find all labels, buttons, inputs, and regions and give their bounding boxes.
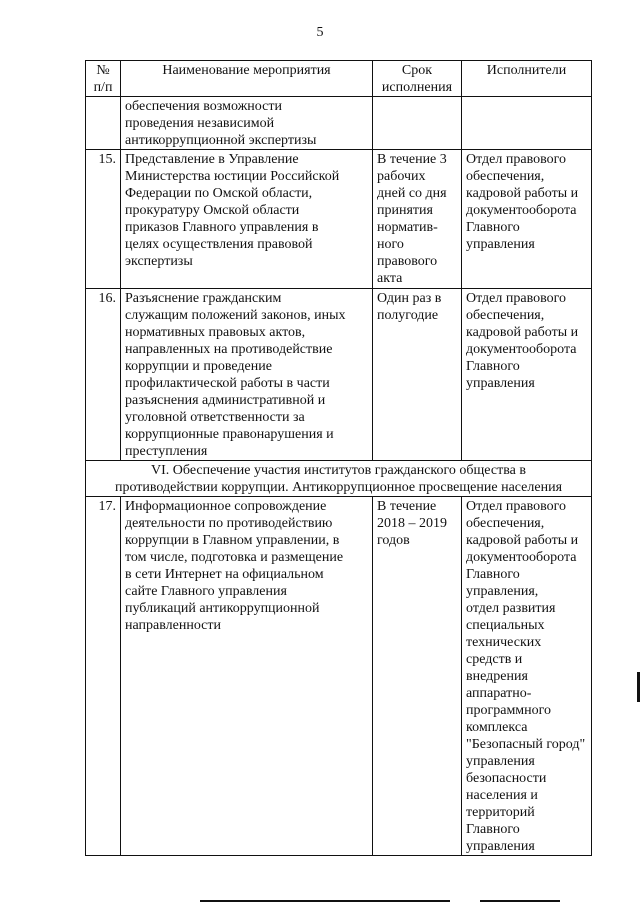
row-number: 16. [86, 289, 121, 461]
section-header-row [86, 461, 592, 497]
header-name: Наименование мероприятия [121, 61, 373, 97]
table-row [86, 289, 592, 461]
header-executors: Исполнители [462, 61, 592, 97]
row-executors: Отдел правового обеспечения, кадровой работы и документооборота Главного управления [462, 289, 592, 461]
row-term: Один раз в полугодие [373, 289, 462, 461]
footer-rule-left [200, 900, 450, 902]
row-activity: Информационное сопровождение деятельности по противодействию коррупции в Главном управлении, в том числе, подготовка и размещение в сети Интернет на официальном сайте Главного управления публикаций антикоррупционной направленности [121, 497, 373, 856]
row-term [373, 97, 462, 150]
row-activity: Разъяснение гражданским служащим положений законов, иных нормативных правовых актов, направленных на противодействие коррупции и проведение профилактической работы в части разъяснения административной и уголовной ответственности за коррупционные правонарушения и преступления [121, 289, 373, 461]
footer-rule-right [480, 900, 560, 902]
row-number: 17. [86, 497, 121, 856]
action-plan-table [85, 60, 592, 856]
table-row [86, 150, 592, 289]
row-executors: Отдел правового обеспечения, кадровой работы и документооборота Главного управления [462, 150, 592, 289]
row-term: В течение 2018 – 2019 годов [373, 497, 462, 856]
header-number: № п/п [86, 61, 121, 97]
section-title: VI. Обеспечение участия институтов гражданского общества в противодействии коррупции. Антикоррупционное просвещение населения [86, 461, 592, 497]
row-term: В течение 3 рабочих дней со дня принятия норматив- ного правового акта [373, 150, 462, 289]
row-executors: Отдел правового обеспечения, кадровой работы и документооборота Главного управления, отдел развития специальных технических средств и внедрения аппаратно- программного комплекса "Безопасный город" управления безопасности населения и территорий Главного управления [462, 497, 592, 856]
row-number: 15. [86, 150, 121, 289]
row-activity: Представление в Управление Министерства юстиции Российской Федерации по Омской области, прокуратуру Омской области приказов Главного управления в целях осуществления правовой экспертизы [121, 150, 373, 289]
row-activity: обеспечения возможности проведения независимой антикоррупционной экспертизы [121, 97, 373, 150]
row-number [86, 97, 121, 150]
table-row [86, 497, 592, 856]
page-number: 5 [316, 25, 324, 40]
table-header-row [86, 61, 592, 97]
row-executors [462, 97, 592, 150]
header-term: Срок исполнения [373, 61, 462, 97]
table-row [86, 97, 592, 150]
